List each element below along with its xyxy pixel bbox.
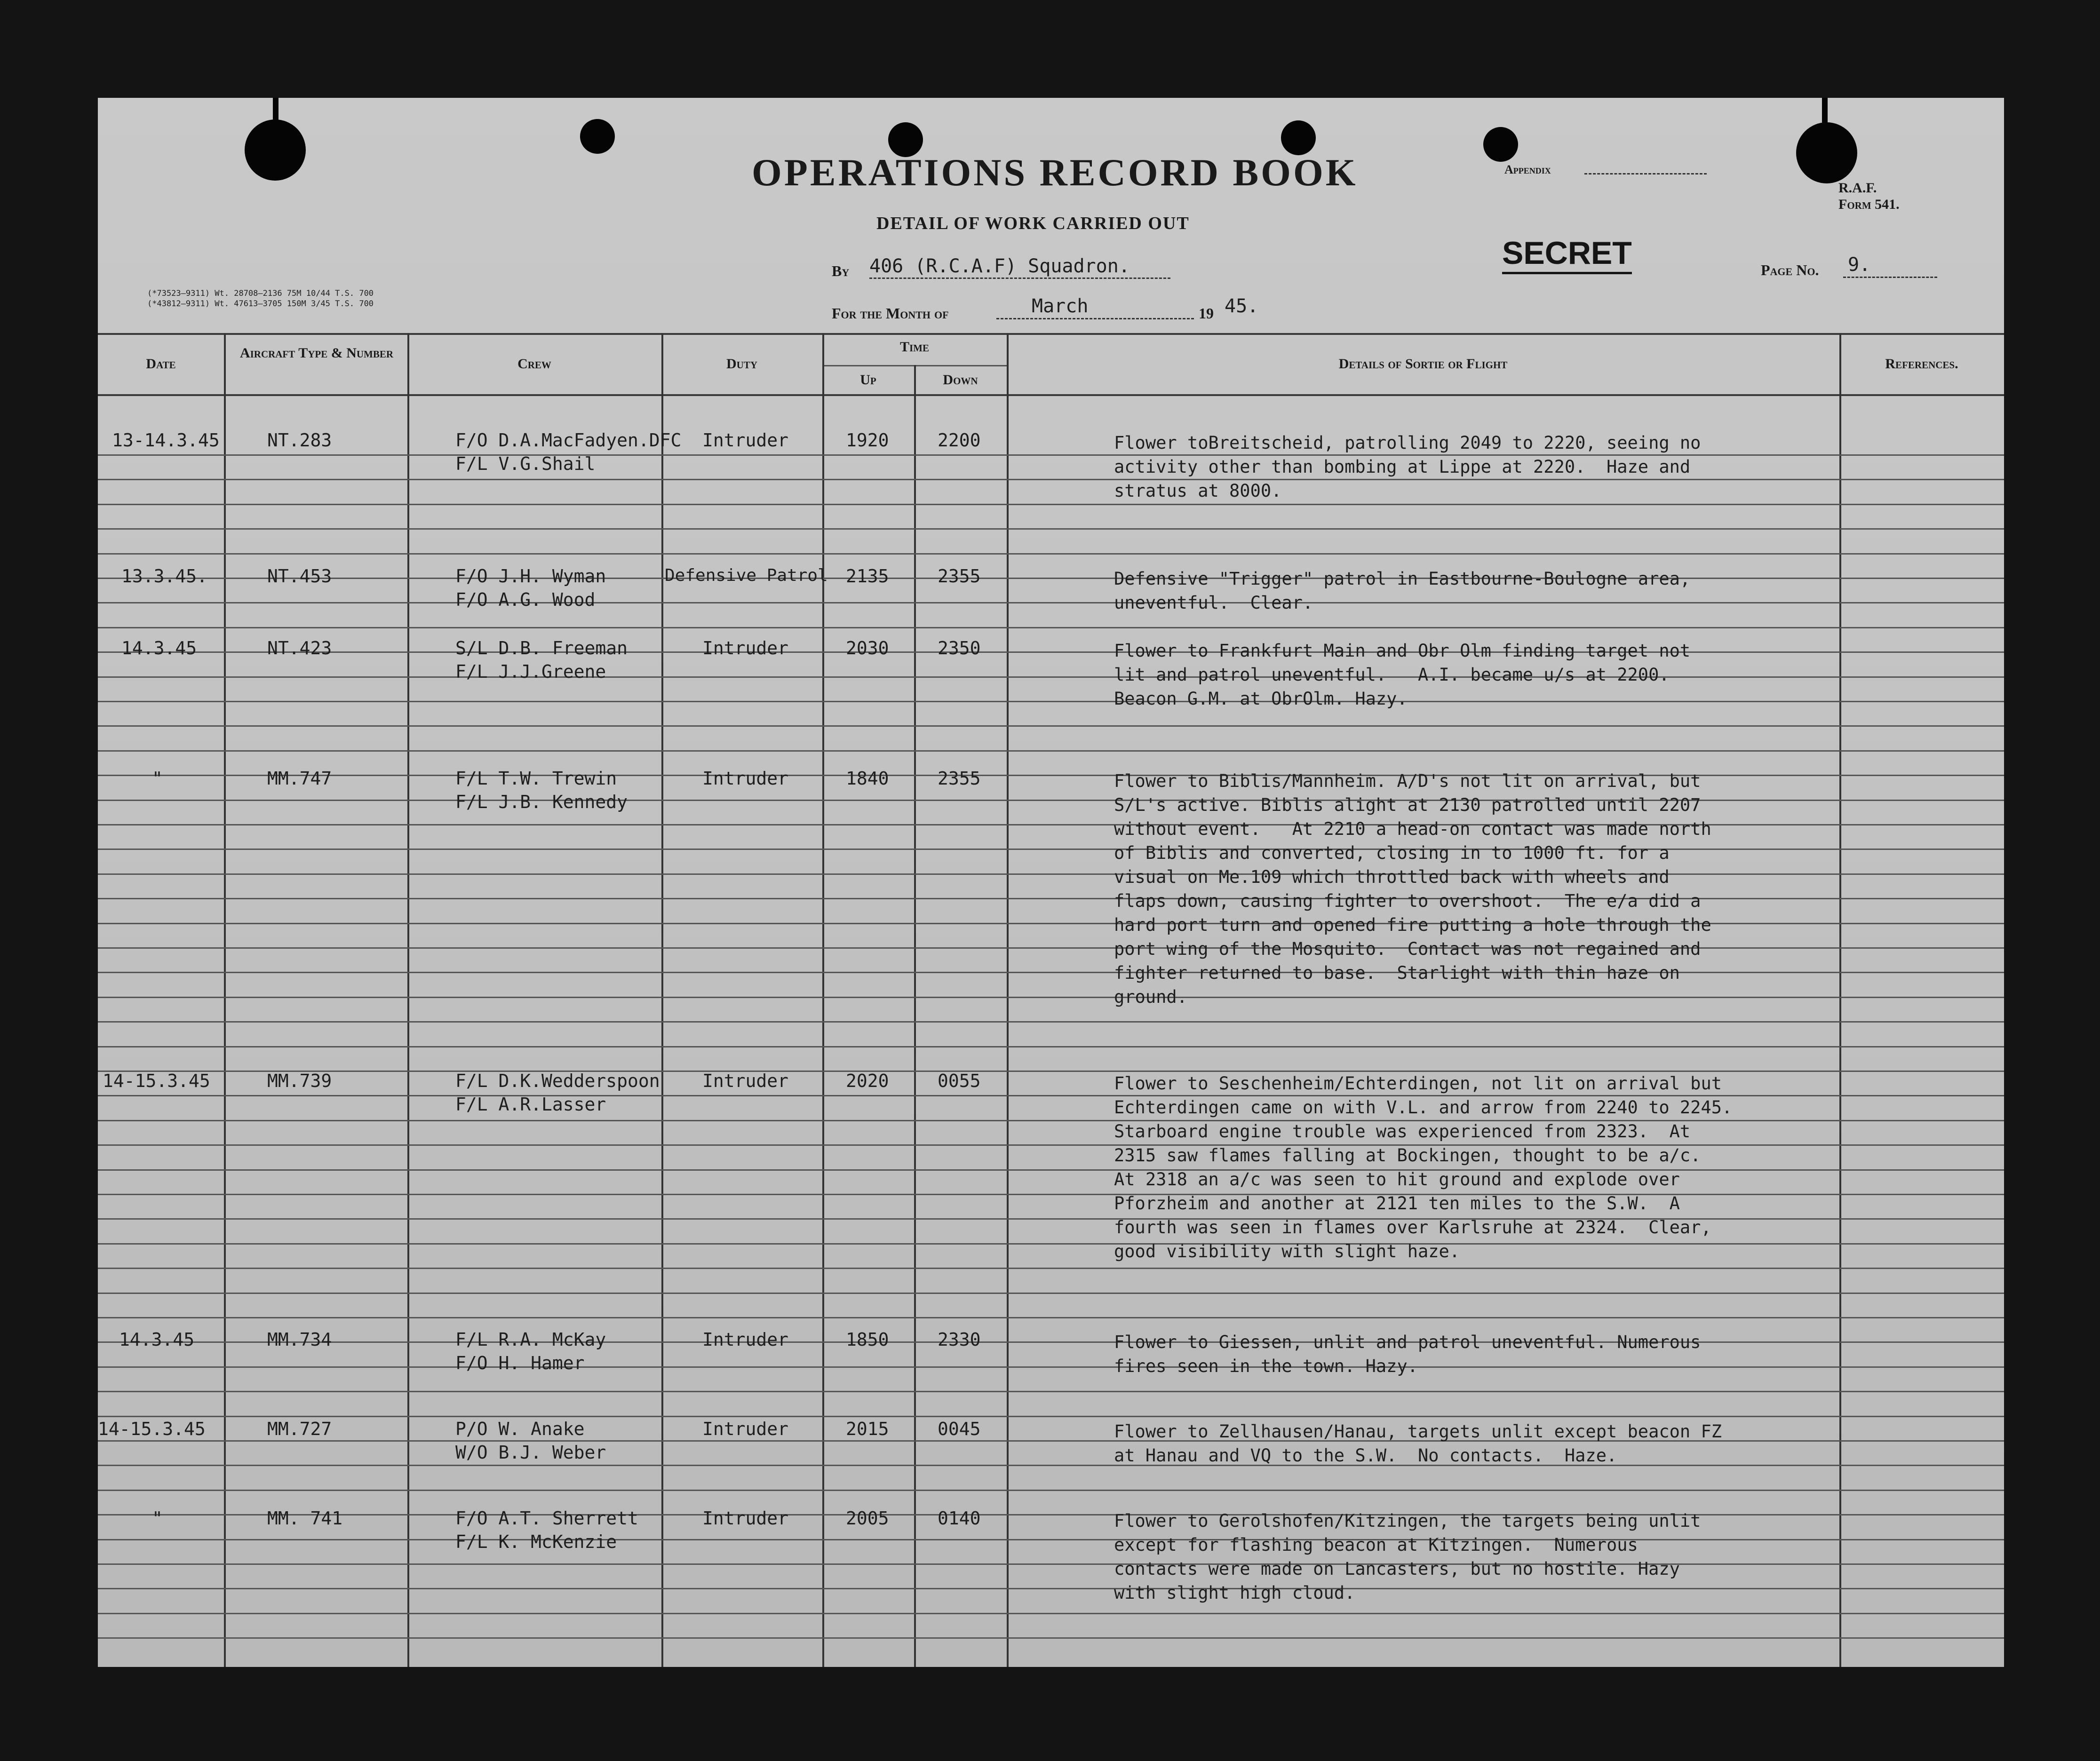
year-value: 45.: [1225, 295, 1259, 317]
ruled-line: [98, 454, 2004, 456]
page-subtitle: DETAIL OF WORK CARRIED OUT: [876, 214, 1190, 233]
entry-date: 14-15.3.45: [98, 1419, 206, 1439]
ruled-line: [98, 824, 2004, 825]
month-value: March: [1032, 295, 1089, 317]
entry-crew-pilot: F/L D.K.Wedderspoon: [455, 1071, 660, 1091]
entry-crew-navigator: W/O B.J. Weber: [455, 1442, 606, 1463]
ruled-line: [98, 775, 2004, 776]
form-label-line1: R.A.F.: [1838, 180, 1877, 196]
ruled-line: [98, 701, 2004, 702]
col-line: [822, 333, 824, 1667]
ruled-line: [98, 997, 2004, 998]
entry-details: Flower to Zellhausen/Hanau, targets unlit except beacon FZ at Hanau and VQ to the S.W. No contacts. Haze.: [1114, 1421, 1722, 1466]
ruled-line: [98, 504, 2004, 505]
col-line: [661, 333, 663, 1667]
entry-crew-navigator: F/O A.G. Wood: [455, 589, 596, 610]
entry-time-up: 2030: [846, 638, 889, 658]
appendix-label: Appendix: [1504, 163, 1551, 176]
ruled-line: [98, 1514, 2004, 1515]
entry-date: 13-14.3.45: [112, 430, 220, 451]
entry-time-down: 2330: [938, 1329, 981, 1350]
col-header-up: Up: [860, 372, 876, 388]
entry-time-down: 0045: [938, 1419, 981, 1439]
entry-crew-navigator: F/L J.B. Kennedy: [455, 792, 628, 812]
entry-duty: Defensive Patrol: [665, 566, 828, 585]
entry-duty: Intruder: [702, 768, 789, 789]
col-header-references: References.: [1885, 356, 1958, 372]
col-header-time: Time: [899, 339, 929, 355]
entry-crew-navigator: F/L K. McKenzie: [455, 1531, 617, 1552]
entry-crew-pilot: F/L T.W. Trewin: [455, 768, 617, 789]
entry-time-up: 2020: [846, 1071, 889, 1091]
ruled-line: [98, 800, 2004, 801]
ruled-line: [98, 676, 2004, 678]
ruled-line: [98, 651, 2004, 653]
entry-details: Flower to Biblis/Mannheim. A/D's not lit on arrival, but S/L's active. Biblis alight at 2130 patrolled until 2207 without event. At 2210 a head-on contact was made north of Biblis and converted, closing in to 1000 ft. for a visual on Me.109 which throttled back with wheels and flaps down, causing fighter to overshoot. The e/a did a hard port turn and opened fire putting a hole through the port wing of the Mosquito. Contact was not regained and fighter returned to base. Starlight with thin haze on ground.: [1114, 771, 1711, 1007]
ruled-line: [98, 1317, 2004, 1318]
entry-crew-pilot: F/O D.A.MacFadyen.DFC: [455, 430, 682, 451]
entry-crew-pilot: S/L D.B. Freeman: [455, 638, 628, 658]
ruled-line: [98, 602, 2004, 603]
by-label: By: [832, 262, 850, 279]
entry-aircraft: NT.283: [267, 430, 332, 451]
ruled-line: [98, 725, 2004, 727]
col-line: [1839, 333, 1841, 1667]
entry-date: ": [152, 1508, 163, 1529]
ruled-line: [98, 1341, 2004, 1343]
col-header-date: Date: [146, 356, 176, 372]
ruled-line: [98, 1046, 2004, 1047]
entry-date: ": [152, 768, 163, 789]
entry-duty: Intruder: [702, 1329, 789, 1350]
entry-crew-navigator: F/L J.J.Greene: [455, 661, 606, 682]
entry-duty: Intruder: [702, 638, 789, 658]
col-header-aircraft: Aircraft Type & Number: [239, 345, 394, 361]
table-top-border: [98, 333, 2004, 335]
ruled-line: [98, 1268, 2004, 1269]
ruled-line: [98, 873, 2004, 875]
operations-table: [98, 98, 2004, 1667]
entry-time-down: 2355: [938, 566, 981, 587]
entry-aircraft: MM.739: [267, 1071, 332, 1091]
ruled-line: [98, 1588, 2004, 1589]
entry-time-up: 2015: [846, 1419, 889, 1439]
entry-time-up: 2135: [846, 566, 889, 587]
entry-time-down: 0140: [938, 1508, 981, 1529]
ruled-line: [98, 1563, 2004, 1565]
entry-time-up: 2005: [846, 1508, 889, 1529]
entry-aircraft: NT.423: [267, 638, 332, 658]
ruled-line: [98, 1293, 2004, 1294]
entry-crew-pilot: F/O A.T. Sherrett: [455, 1508, 638, 1529]
entry-duty: Intruder: [702, 430, 789, 451]
ruled-line: [98, 1539, 2004, 1540]
page-number-value: 9.: [1848, 254, 1871, 276]
secret-stamp: SECRET: [1502, 234, 1632, 274]
entry-duty: Intruder: [702, 1508, 789, 1529]
entry-details: Defensive "Trigger" patrol in Eastbourne-Boulogne area, uneventful. Clear.: [1114, 569, 1691, 613]
ruled-line: [98, 947, 2004, 949]
entry-date: 14-15.3.45: [103, 1071, 210, 1091]
entry-time-down: 2200: [938, 430, 981, 451]
ruled-line: [98, 923, 2004, 924]
ruled-line: [98, 1416, 2004, 1417]
ruled-line: [98, 972, 2004, 973]
ruled-line: [98, 1637, 2004, 1639]
col-line: [1007, 333, 1009, 1667]
ruled-line: [98, 1391, 2004, 1392]
col-line: [224, 333, 226, 1667]
entry-date: 14.3.45: [119, 1329, 195, 1350]
entry-crew-pilot: F/O J.H. Wyman: [455, 566, 606, 587]
ruled-line: [98, 553, 2004, 555]
ruled-line: [98, 479, 2004, 480]
entry-time-up: 1850: [846, 1329, 889, 1350]
col-header-duty: Duty: [726, 356, 757, 372]
form-label-line2: Form 541.: [1838, 197, 1900, 212]
record-sheet: [98, 98, 2004, 1667]
entry-aircraft: MM.747: [267, 768, 332, 789]
ruled-line: [98, 898, 2004, 899]
entry-details: Flower to Frankfurt Main and Obr Olm finding target not lit and patrol uneventful. A.I. became u/s at 2200. Beacon G.M. at ObrOlm. Hazy.: [1114, 641, 1691, 709]
entry-time-up: 1920: [846, 430, 889, 451]
entry-duty: Intruder: [702, 1071, 789, 1091]
entry-crew-navigator: F/O H. Hamer: [455, 1353, 585, 1373]
ruled-line: [98, 1021, 2004, 1023]
col-header-down: Down: [943, 372, 978, 388]
entry-crew-navigator: F/L A.R.Lasser: [455, 1094, 606, 1115]
col-header-crew: Crew: [517, 356, 551, 372]
ruled-line: [98, 1613, 2004, 1614]
entry-aircraft: NT.453: [267, 566, 332, 587]
header-bottom-border: [98, 394, 2004, 396]
entry-time-down: 2355: [938, 768, 981, 789]
entry-details: Flower to Giessen, unlit and patrol uneventful. Numerous fires seen in the town. Hazy.: [1114, 1332, 1701, 1376]
entry-details: Flower to Gerolshofen/Kitzingen, the targets being unlit except for flashing beacon at Kitzingen. Numerous contacts were made on Lancasters, but no hostile. Hazy with slight high cloud.: [1114, 1511, 1701, 1603]
entry-date: 14.3.45: [121, 638, 197, 658]
col-line: [407, 333, 409, 1667]
entry-aircraft: MM.734: [267, 1329, 332, 1350]
month-label: For the Month of: [832, 305, 949, 322]
print-code: (*73523—9311) Wt. 28708—2136 75M 10/44 T.S. 700 (*43812—9311) Wt. 47613—3705 150M 3/45 T.S. 700: [147, 289, 374, 309]
entry-duty: Intruder: [702, 1419, 789, 1439]
entry-crew-pilot: P/O W. Anake: [455, 1419, 585, 1439]
entry-crew-navigator: F/L V.G.Shail: [455, 453, 596, 474]
entry-time-up: 1840: [846, 768, 889, 789]
entry-crew-pilot: F/L R.A. McKay: [455, 1329, 606, 1350]
ruled-line: [98, 1366, 2004, 1368]
squadron-value: 406 (R.C.A.F) Squadron.: [869, 255, 1130, 277]
entry-time-down: 2350: [938, 638, 981, 658]
year-prefix: 19: [1199, 305, 1214, 322]
ruled-line: [98, 528, 2004, 530]
ruled-line: [98, 750, 2004, 752]
entry-time-down: 0055: [938, 1071, 981, 1091]
ruled-line: [98, 849, 2004, 850]
entry-details: Flower toBreitscheid, patrolling 2049 to 2220, seeing no activity other than bombing at Lippe at 2220. Haze and stratus at 8000.: [1114, 433, 1701, 501]
entry-aircraft: MM. 741: [267, 1508, 343, 1529]
ruled-line: [98, 627, 2004, 628]
col-header-details: Details of Sortie or Flight: [1338, 356, 1508, 372]
ruled-line: [98, 578, 2004, 579]
entry-date: 13.3.45.: [121, 566, 208, 587]
ruled-line: [98, 1490, 2004, 1491]
page-number-label: Page No.: [1761, 262, 1819, 278]
col-line: [914, 365, 916, 1667]
page-title: OPERATIONS RECORD BOOK: [752, 151, 1358, 194]
entry-aircraft: MM.727: [267, 1419, 332, 1439]
entry-details: Flower to Seschenheim/Echterdingen, not lit on arrival but Echterdingen came on with V.L. and arrow from 2240 to 2245. Starboard engine trouble was experienced from 2323. At 2315 saw flames falling at Bockingen, thought to be a/c. At 2318 an a/c was seen to hit ground and explode over Pforzheim and another at 2121 ten miles to the S.W. A fourth was seen in flames over Karlsruhe at 2324. Clear, good visibility with slight haze.: [1114, 1073, 1733, 1261]
